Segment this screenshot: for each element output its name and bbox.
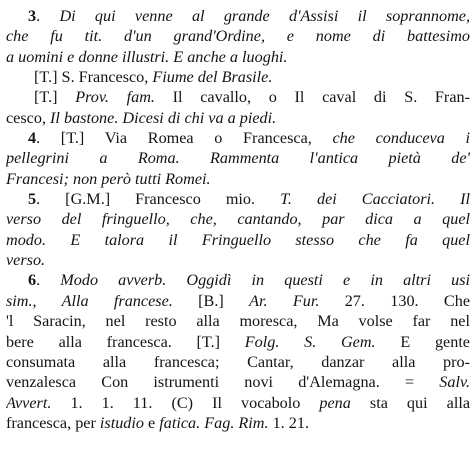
text-segment: [T.] S. Francesco, (34, 68, 153, 87)
text-segment: Il cavallo, o Il caval di S. Fran- (154, 88, 470, 107)
text-segment: 'l Saracin, nel resto alla moresca, Ma volse far nel (6, 312, 470, 331)
text-line (6, 250, 470, 270)
text-segment: . [T.] Via Romea o Francesca, (36, 129, 333, 148)
text-segment: sim., Alla francese. (6, 291, 173, 310)
text-segment: consumata alla francesca; Cantar, danzar alla pro- (6, 352, 470, 371)
text-segment: che conduceva i (332, 129, 470, 148)
text-line (6, 169, 470, 189)
text-line (6, 230, 470, 250)
section-number: 3 (28, 7, 37, 25)
text-segment: francesca, per (6, 413, 100, 432)
text-segment: 1. 21. (268, 413, 309, 432)
text-line (6, 128, 470, 148)
text-segment: E gente (375, 332, 470, 351)
text-segment: Modo avverb. Oggidì in questi e in altri usi (60, 271, 470, 290)
text-segment: Di qui venne al grande d'Assisi il soprannome, (59, 7, 470, 25)
text-segment: Prov. fam. (75, 88, 155, 107)
text-line (6, 209, 470, 229)
text-segment: istudio (99, 413, 144, 432)
text-line (6, 189, 470, 209)
text-line (6, 291, 470, 311)
text-segment: venzalesca Con istrumenti novi d'Alemagna. = (6, 373, 440, 392)
text-segment: cesco, (6, 108, 51, 127)
section-number: 4 (28, 129, 37, 148)
text-segment: Ar. Fur. (249, 291, 320, 310)
text-segment: Salv. (439, 373, 470, 392)
text-segment: 1. 1. 11. (C) Il vocabolo (51, 393, 320, 412)
text-line (6, 108, 470, 128)
text-line (6, 352, 470, 372)
text-segment: e (144, 413, 160, 432)
text-line (6, 26, 470, 46)
text-segment: Avvert. (6, 393, 52, 412)
text-segment: sta qui alla (350, 393, 470, 412)
text-segment: . (36, 271, 61, 290)
text-segment: bere alla francesca. [T.] (6, 332, 245, 351)
text-segment: . [G.M.] Francesco mio. (36, 190, 281, 209)
text-segment: verso del fringuello, che, cantando, par dica a quel (6, 210, 470, 229)
text-line (6, 311, 470, 331)
text-line (6, 270, 470, 290)
text-segment: Folg. S. Gem. (244, 332, 376, 351)
text-segment: che fu tit. d'un grand'Ordine, e nome di battesimo (6, 27, 470, 46)
text-segment: 27. 130. Che (319, 291, 470, 310)
text-line (6, 148, 470, 168)
text-segment: pena (319, 393, 351, 412)
text-segment: Il bastone. Dicesi di chi va a piedi. (50, 108, 277, 127)
section-number: 5 (28, 190, 37, 209)
text-segment: verso. (6, 251, 46, 270)
text-line (6, 413, 470, 433)
text-line (6, 87, 470, 107)
text-line (6, 47, 470, 67)
text-line (6, 332, 470, 352)
section-number: 6 (28, 271, 37, 290)
text-segment: T. dei Cacciatori. Il (280, 190, 470, 209)
text-segment: . (36, 7, 60, 25)
text-segment: modo. E talora il Fringuello stesso che fa quel (6, 230, 470, 249)
text-segment: [B.] (172, 291, 250, 310)
text-segment: a uomini e donne illustri. E anche a luoghi. (6, 47, 288, 66)
dictionary-entry-text (6, 6, 470, 433)
text-segment: [T.] (34, 88, 76, 107)
text-line (6, 393, 470, 413)
text-segment: Francesi; non però tutti Romei. (6, 169, 211, 188)
text-segment: fatica. Fag. Rim. (159, 413, 269, 432)
text-line (6, 372, 470, 392)
text-segment: pellegrini a Roma. Rammenta l'antica pietà de' (6, 149, 470, 168)
text-line (6, 67, 470, 87)
text-segment: Fiume del Brasile. (152, 68, 273, 87)
text-line (6, 6, 470, 26)
